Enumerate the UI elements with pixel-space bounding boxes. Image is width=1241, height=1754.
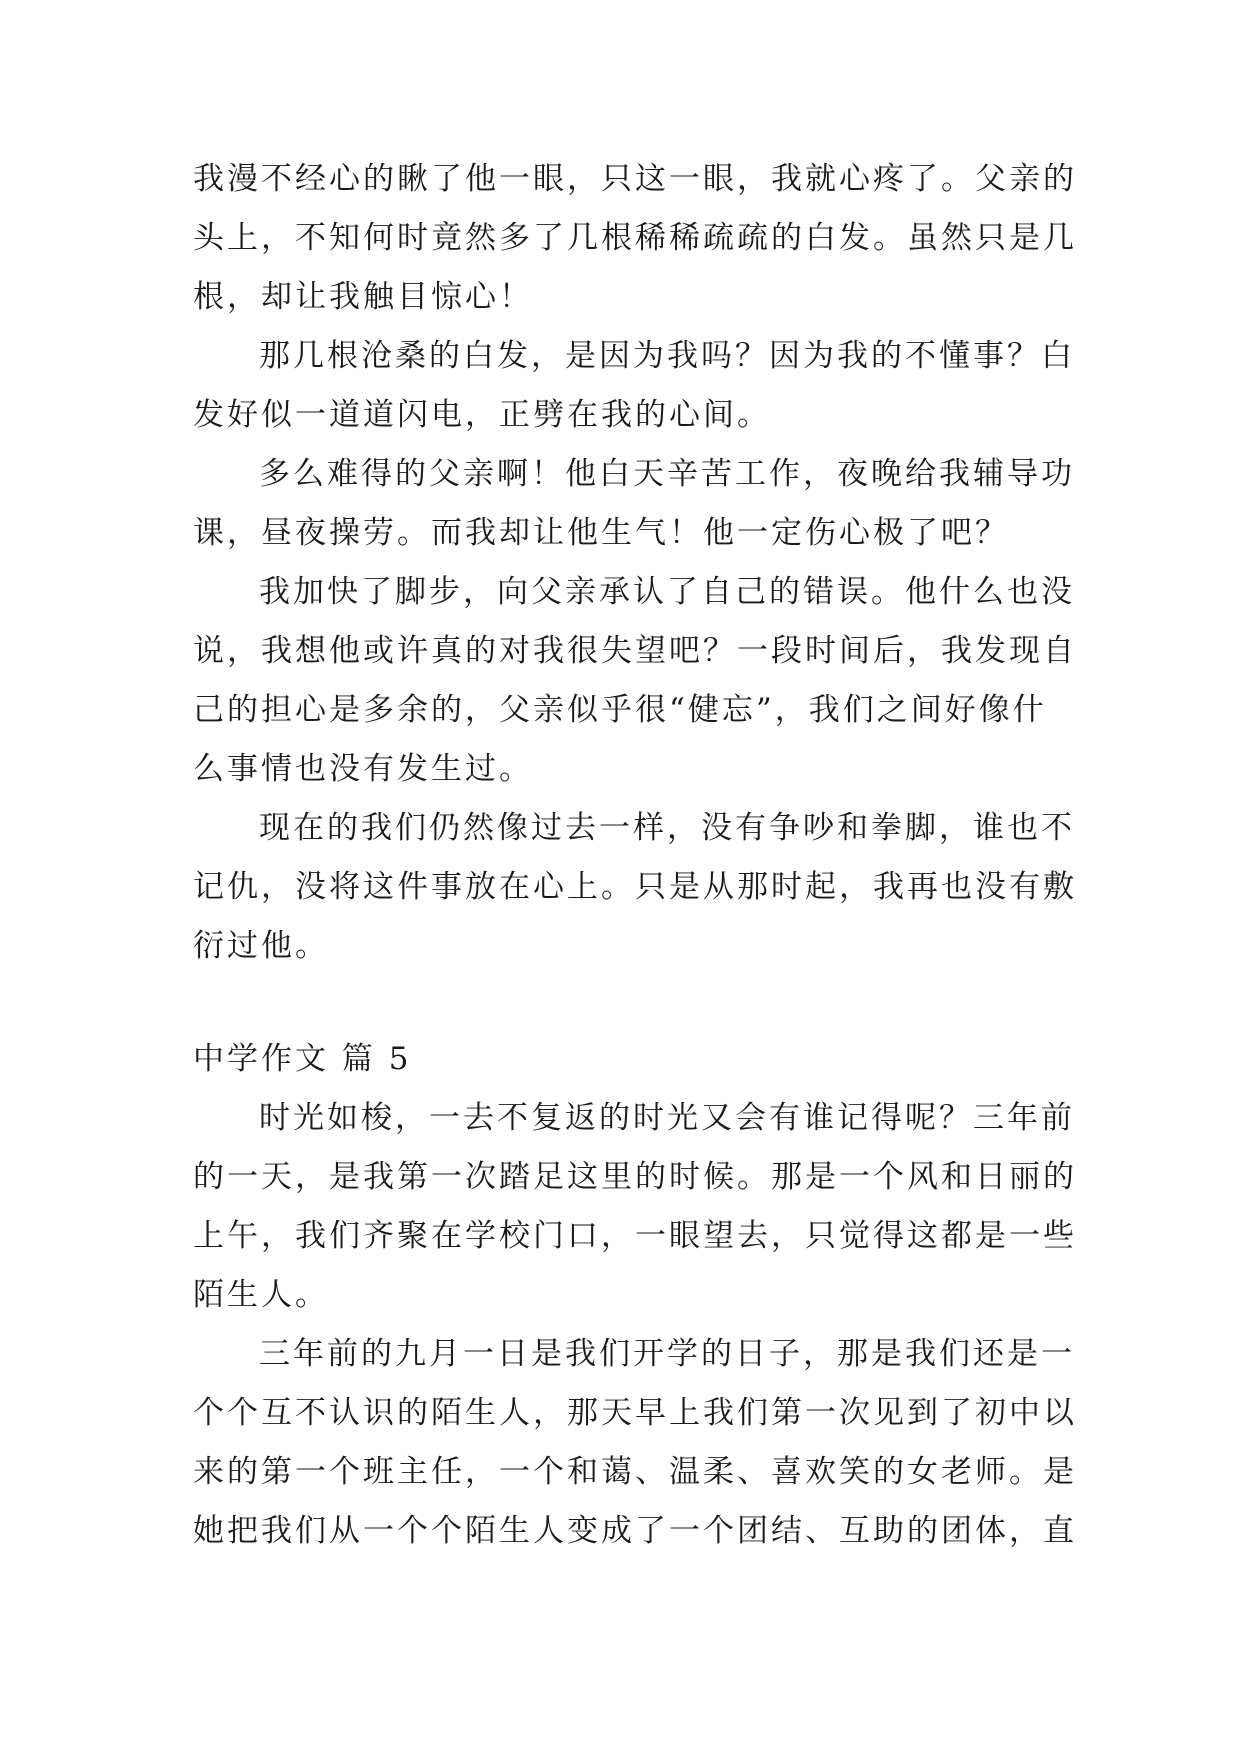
text-line: 陌生人。 (193, 1277, 329, 1313)
text-line: 上午，我们齐聚在学校门口，一眼望去，只觉得这都是一些 (193, 1218, 1077, 1254)
paragraph-first-line: 三年前的九月一日是我们开学的日子，那是我们还是一 (259, 1336, 1075, 1372)
paragraph-first-line: 时光如梭，一去不复返的时光又会有谁记得呢？三年前 (259, 1100, 1075, 1136)
essay-body-part-1 (193, 150, 1077, 976)
text-line: 说，我想他或许真的对我很失望吧？一段时间后，我发现自 (193, 633, 1077, 669)
text-line: 己的担心是多余的，父亲似乎很“健忘”，我们之间好像什 (193, 692, 1047, 728)
text-line: 她把我们从一个个陌生人变成了一个团结、互助的团体，直 (193, 1513, 1077, 1549)
text-line: 来的第一个班主任，一个和蔼、温柔、喜欢笑的女老师。是 (193, 1454, 1077, 1490)
paragraph-first-line: 我加快了脚步，向父亲承认了自己的错误。他什么也没 (259, 574, 1075, 610)
text-line: 个个互不认识的陌生人，那天早上我们第一次见到了初中以 (193, 1395, 1077, 1431)
text-line: 的一天，是我第一次踏足这里的时候。那是一个风和日丽的 (193, 1159, 1077, 1195)
paragraph-first-line: 多么难得的父亲啊！他白天辛苦工作，夜晚给我辅导功 (259, 456, 1075, 492)
text-line: 根，却让我触目惊心！ (193, 279, 533, 315)
text-line: 发好似一道道闪电，正劈在我的心间。 (193, 397, 771, 433)
text-line: 么事情也没有发生过。 (193, 751, 533, 787)
essay-heading: 中学作文 篇 5 (193, 1041, 412, 1077)
essay-body-part-2 (193, 1089, 1077, 1561)
text-line: 我漫不经心的瞅了他一眼，只这一眼，我就心疼了。父亲的 (193, 161, 1077, 197)
text-line: 记仇，没将这件事放在心上。只是从那时起，我再也没有敷 (193, 869, 1077, 905)
text-line: 头上，不知何时竟然多了几根稀稀疏疏的白发。虽然只是几 (193, 220, 1077, 256)
paragraph-first-line: 那几根沧桑的白发，是因为我吗？因为我的不懂事？白 (259, 338, 1075, 374)
text-line: 衍过他。 (193, 928, 329, 964)
paragraph-first-line: 现在的我们仍然像过去一样，没有争吵和拳脚，谁也不 (259, 810, 1075, 846)
text-line: 课，昼夜操劳。而我却让他生气！他一定伤心极了吧？ (193, 515, 1009, 551)
